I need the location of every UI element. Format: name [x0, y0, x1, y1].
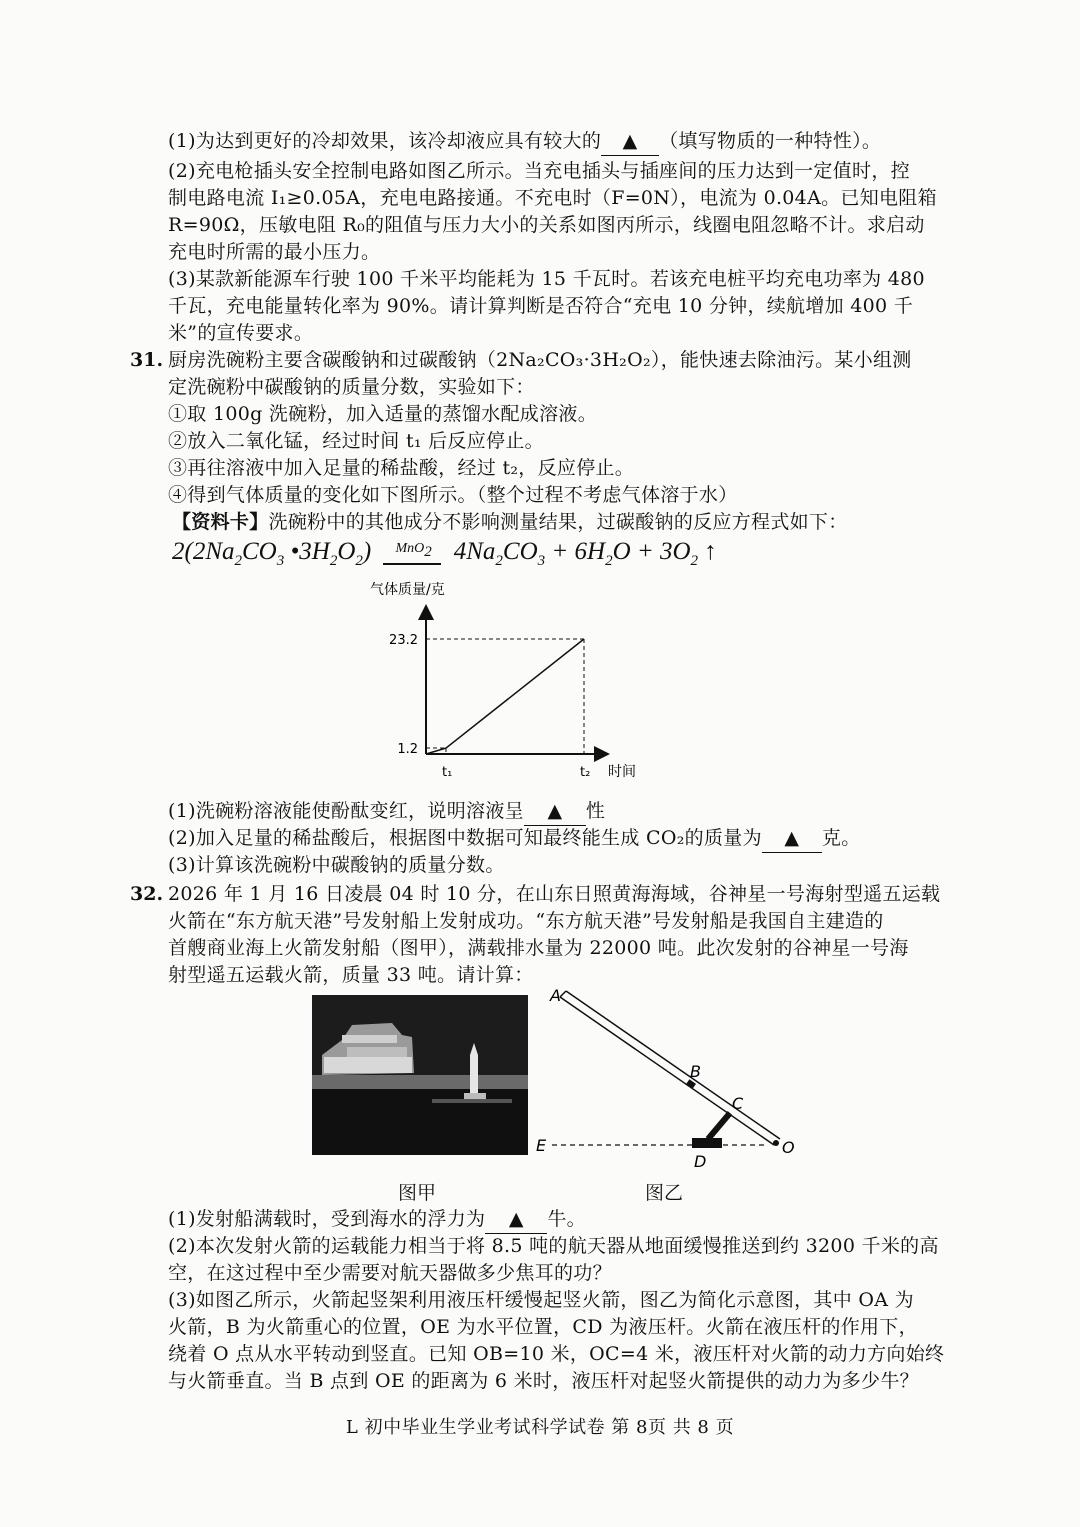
q31-line1: 厨房洗碗粉主要含碳酸钠和过碳酸钠（2Na₂CO₃·3H₂O₂），能快速去除油污。某小组测	[168, 349, 912, 371]
chemical-equation: $2(2Na_2CO_3$ $•3H_2O_2$) MnO$_2$ $4Na_2CO_3 + 6H_2O + 3O_2$ ↑	[172, 538, 717, 569]
q30-part1: (1)为达到更好的冷却效果，该冷却液应具有较大的 ▲ （填写物质的一种特性）。	[168, 128, 958, 156]
answer-blank[interactable]: ▲	[485, 1206, 547, 1234]
label-c: C	[732, 1094, 744, 1113]
q32-question2-line1: (2)本次发射火箭的运载能力相当于将 8.5 吨的航天器从地面缓慢推送到约 3200 千米的高	[168, 1235, 939, 1257]
q32-question3-line1: (3)如图乙所示，火箭起竖架利用液压杆缓慢起竖火箭，图乙为简化示意图，其中 OA 为	[168, 1289, 914, 1311]
q31-question2: (2)加入足量的稀盐酸后，根据图中数据可知最终能生成 CO₂的质量为 ▲ 克。	[168, 825, 958, 853]
label-a: A	[550, 986, 561, 1005]
q31-info-card: 【资料卡】洗碗粉中的其他成分不影响测量结果，过碳酸钠的反应方程式如下：	[172, 511, 848, 533]
x-tick-label: t₂	[580, 765, 591, 780]
q31-step4: ④得到气体质量的变化如下图所示。（整个过程不考虑气体溶于水）	[168, 484, 738, 506]
answer-blank[interactable]: ▲	[762, 825, 822, 853]
chart-ylabel: 气体质量/克	[370, 582, 445, 598]
label-o: O	[782, 1138, 795, 1157]
answer-blank[interactable]: ▲	[601, 128, 659, 156]
q32-question3-line3: 绕着 O 点从水平转动到竖直。已知 OB=10 米，OC=4 米，液压杆对火箭的动力方向始终	[168, 1343, 945, 1365]
chart-xlabel: 时间	[608, 764, 636, 780]
page-footer: L 初中毕业生学业考试科学试卷 第 8页 共 8 页	[345, 1417, 735, 1438]
q32-question3-line2: 火箭，B 为火箭重心的位置，OE 为水平位置，CD 为液压杆。火箭在液压杆的作用下，	[168, 1316, 918, 1338]
q30-part2-line3: R=90Ω，压敏电阻 R₀的阻值与压力大小的关系如图丙所示，线圈电阻忽略不计。求启动	[168, 214, 925, 236]
q32-line3: 首艘商业海上火箭发射船（图甲），满载排水量为 22000 吨。此次发射的谷神星一号海	[168, 937, 909, 959]
q32-line1: 2026 年 1 月 16 日凌晨 04 时 10 分，在山东日照黄海海域，谷神星一号海射型遥五运载	[168, 883, 941, 905]
q31-step1: ①取 100g 洗碗粉，加入适量的蒸馏水配成溶液。	[168, 403, 598, 425]
q30-part2-line1: (2)充电枪插头安全控制电路如图乙所示。当充电插头与插座间的压力达到一定值时，控	[168, 160, 910, 182]
q32-question3-line4: 与火箭垂直。当 B 点到 OE 的距离为 6 米时，液压杆对起竖火箭提供的动力为多少牛？	[168, 1370, 919, 1392]
q30-part2-line4: 充电时所需的最小压力。	[168, 241, 381, 263]
rocket-oa-edge	[560, 997, 774, 1145]
q31-question3: (3)计算该洗碗粉中碳酸钠的质量分数。	[168, 854, 505, 876]
q32-line2: 火箭在“东方航天港”号发射船上发射成功。“东方航天港”号发射船是我国自主建造的	[168, 910, 884, 932]
q31-line2: 定洗碗粉中碳酸钠的质量分数，实验如下：	[168, 376, 535, 398]
q30-part3-line2: 千瓦，充电能量转化率为 90%。请计算判断是否符合“充电 10 分钟，续航增加 400 千	[168, 295, 914, 317]
q30-part3-line3: 米”的宣传要求。	[168, 322, 314, 344]
pivot-o	[773, 1140, 779, 1146]
q31-question1: (1)洗碗粉溶液能使酚酞变红，说明溶液呈 ▲ 性	[168, 798, 958, 826]
gas-mass-line	[426, 639, 584, 754]
y-tick-label: 23.2	[389, 633, 418, 648]
rocket-oa-edge	[566, 991, 780, 1139]
rocket-lever-diagram	[532, 985, 802, 1175]
answer-blank[interactable]: ▲	[524, 798, 586, 826]
label-b: B	[690, 1062, 701, 1081]
q32-question2-line2: 空，在这过程中至少需要对航天器做多少焦耳的功？	[168, 1262, 612, 1284]
y-tick-label: 1.2	[397, 742, 418, 758]
launch-ship-photo	[312, 995, 528, 1155]
hydraulic-rod-cd	[708, 1113, 730, 1139]
label-d: D	[694, 1152, 707, 1171]
label-e: E	[536, 1136, 547, 1155]
q31-step2: ②放入二氧化锰，经过时间 t₁ 后反应停止。	[168, 430, 544, 452]
figure-b-caption: 图乙	[645, 1182, 684, 1204]
q31-step3: ③再往溶液中加入足量的稀盐酸，经过 t₂，反应停止。	[168, 457, 635, 479]
gas-mass-chart	[370, 580, 660, 780]
q32-question1: (1)发射船满载时，受到海水的浮力为 ▲ 牛。	[168, 1206, 958, 1234]
q30-part2-line2: 制电路电流 I₁≥0.05A，充电电路接通。不充电时（F=0N），电流为 0.04A。已知电阻箱	[168, 187, 937, 209]
figure-a-caption: 图甲	[398, 1182, 437, 1204]
q32-number: 32.	[130, 883, 164, 905]
q30-part3-line1: (3)某款新能源车行驶 100 千米平均能耗为 15 千瓦时。若该充电桩平均充电功率为 480	[168, 268, 925, 290]
x-tick-label: t₁	[442, 765, 453, 780]
q31-number: 31.	[130, 349, 164, 371]
q32-line4: 射型遥五运载火箭，质量 33 吨。请计算：	[168, 964, 534, 986]
rod-base-d	[692, 1138, 722, 1148]
